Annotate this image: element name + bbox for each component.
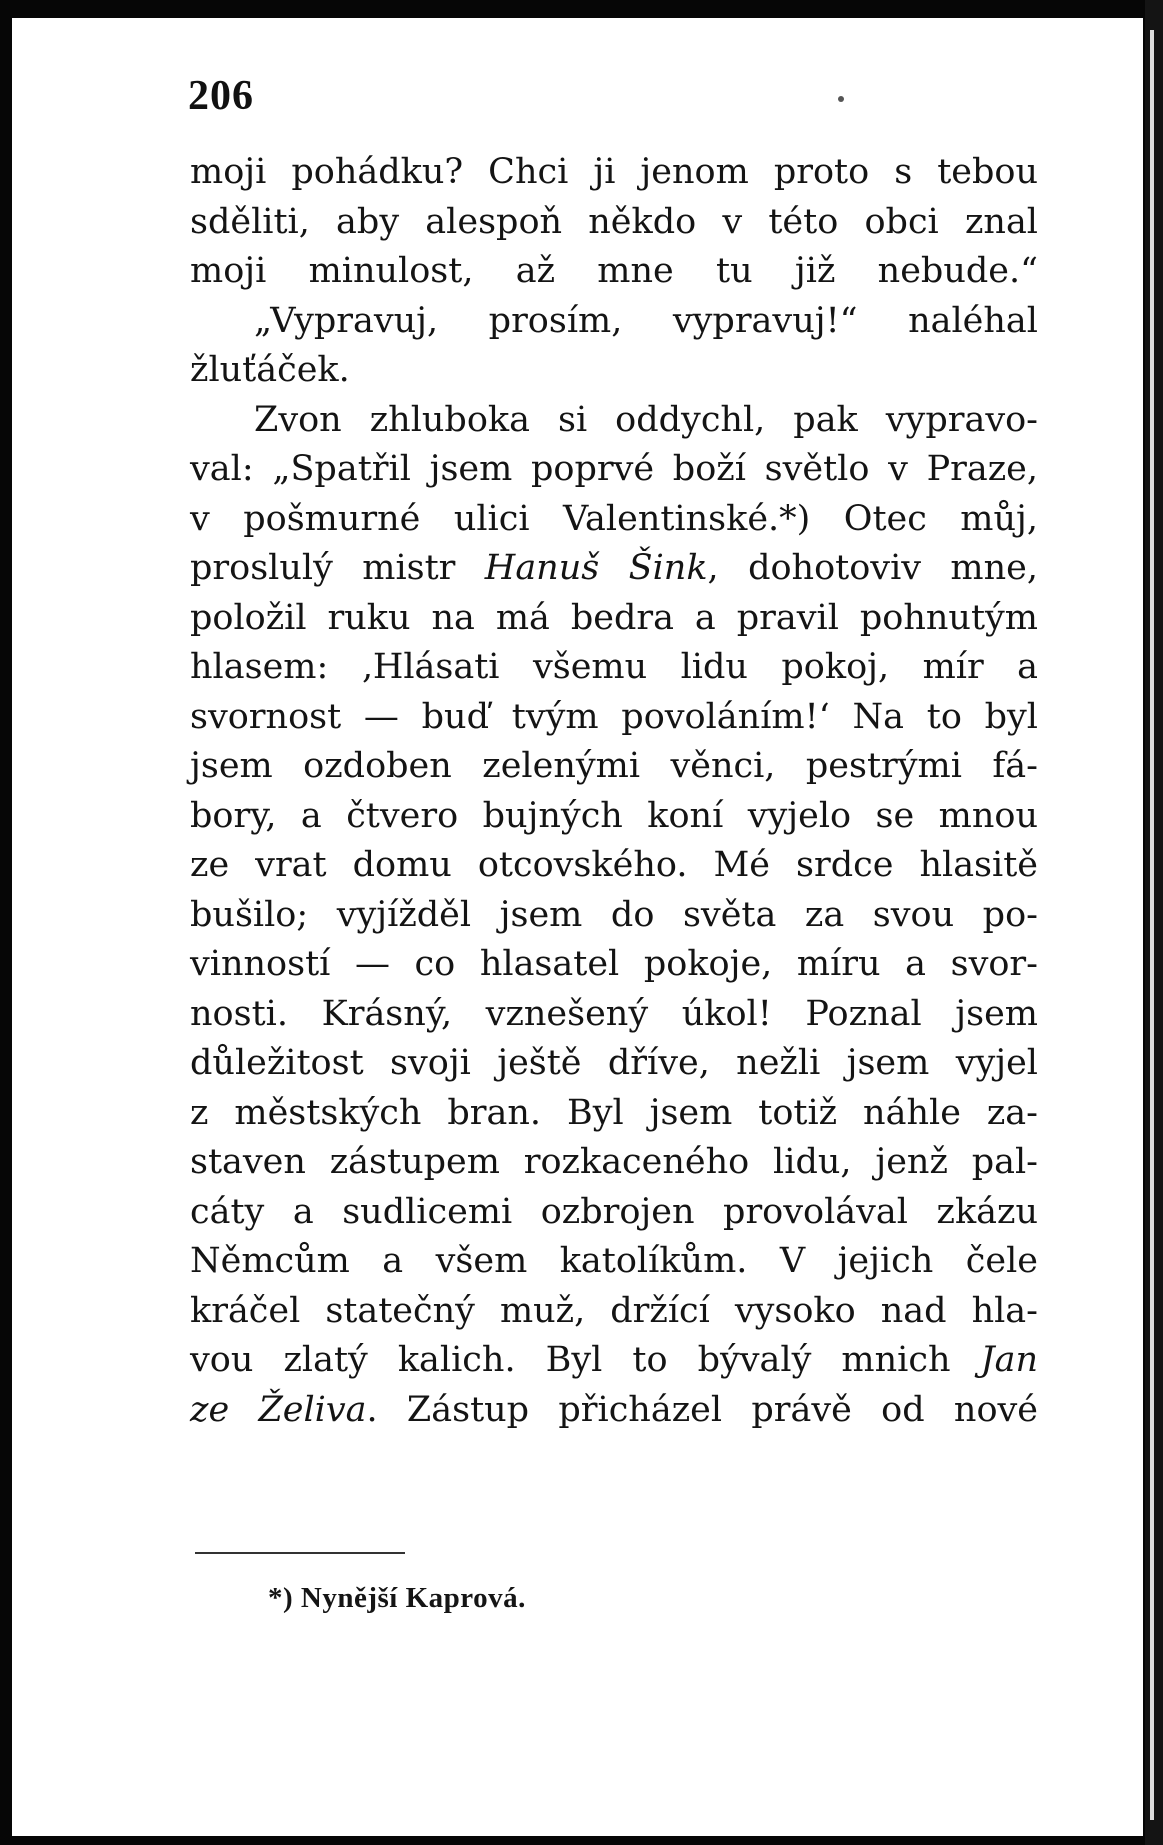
author-name-italic: Hanuš Šink (484, 548, 708, 588)
name-italic-zeliva: ze Želiva (190, 1389, 367, 1430)
text-line-12: svornost — buď tvým povoláním!‘ Na to byl (190, 696, 1038, 737)
footnote: *) Nynější Kaprová. (268, 1582, 526, 1614)
text-line-14: bory, a čtvero bujných koní vyjelo se mnou (190, 795, 1038, 836)
text-line-22: cáty a sudlicemi ozbrojen provolával zkázu (190, 1191, 1038, 1232)
text-line-18: nosti. Krásný, vznešený úkol! Poznal jsem (190, 993, 1038, 1034)
body-text (190, 148, 1038, 1435)
text-line-21: staven zástupem rozkaceného lidu, jenž pal- (190, 1142, 1038, 1182)
text-line-25: vou zlatý kalich. Byl to bývalý mnich Jan (190, 1340, 1038, 1380)
text-line-15: ze vrat domu otcovského. Mé srdce hlasitě (190, 845, 1038, 885)
book-binding-edge (1145, 0, 1163, 1845)
text-line-20: z městských bran. Byl jsem totiž náhle za- (190, 1092, 1038, 1133)
text-line-11: hlasem: ‚Hlásati všemu lidu pokoj, mír a (190, 647, 1038, 687)
text-line-13: jsem ozdoben zelenými věnci, pestrými fá- (190, 746, 1038, 786)
text-line-24: kráčel statečný muž, držící vysoko nad hla- (190, 1290, 1038, 1331)
text-line-8: v pošmurné ulici Valentinské.*) Otec můj, (190, 498, 1038, 539)
text-line-16: bušilo; vyjížděl jsem do světa za svou po- (190, 894, 1038, 935)
name-italic-jan: Jan (980, 1340, 1038, 1380)
text-line-1: moji pohádku? Chci ji jenom proto s tebou (190, 152, 1038, 192)
text-line-6: Zvon zhluboka si oddychl, pak vypravo- (254, 399, 1038, 440)
text-line-23: Němcům a všem katolíkům. V jejich čele (190, 1241, 1038, 1281)
text-line-17: vinností — co hlasatel pokoje, míru a svor- (190, 944, 1038, 984)
text-line-10: položil ruku na má bedra a pravil pohnutým (190, 597, 1038, 638)
footnote-divider (195, 1552, 405, 1554)
text-line-3: moji minulost, až mne tu již nebude.“ (190, 251, 1038, 291)
text-line-9: proslulý mistr Hanuš Šink, dohotoviv mne, (190, 548, 1038, 588)
header-dot (838, 96, 844, 102)
text-line-7: val: „Spatřil jsem poprvé boží světlo v Praze, (190, 449, 1038, 489)
page-number: 206 (188, 73, 254, 119)
text-line-19: důležitost svoji ještě dříve, nežli jsem vyjel (190, 1043, 1038, 1083)
binding-edge-highlight (1150, 30, 1154, 1820)
text-line-26: ze Želiva. Zástup přicházel právě od nové (190, 1389, 1038, 1430)
text-line-5: žluťáček. (190, 350, 350, 390)
text-line-4: „Vypravuj, prosím, vypravuj!“ naléhal (254, 300, 1038, 341)
text-line-2: sděliti, aby alespoň někdo v této obci znal (190, 201, 1038, 242)
